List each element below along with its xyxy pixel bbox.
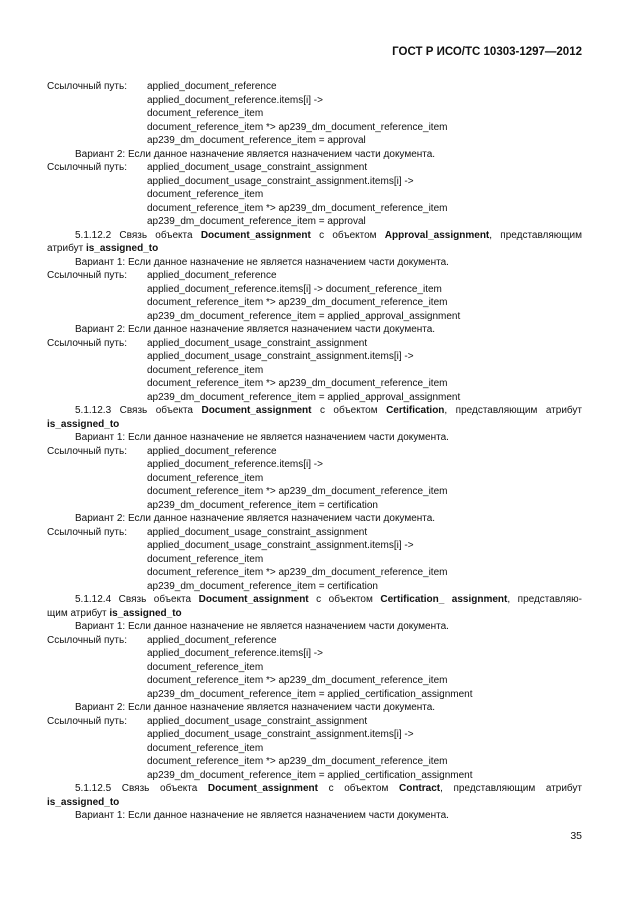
reference-path-text: document_reference_item *> ap239_dm_document_reference_item <box>147 756 448 767</box>
reference-path-text: applied_document_reference.items[i] -> document_reference_item <box>147 283 442 295</box>
reference-path-continuation <box>47 188 582 202</box>
variant-line <box>47 323 582 337</box>
section-text: , представляющим <box>489 229 582 241</box>
section-heading <box>47 229 582 243</box>
reference-path-continuation <box>47 391 582 405</box>
section-heading-continuation <box>47 796 582 810</box>
reference-path-text: document_reference_item <box>147 108 264 119</box>
reference-path-text: document_reference_item *> ap239_dm_document_reference_item <box>147 486 448 497</box>
section-heading-continuation <box>47 607 582 621</box>
reference-path-text: document_reference_item *> ap239_dm_document_reference_item <box>147 675 448 686</box>
reference-path-line <box>47 445 582 459</box>
reference-path-text: document_reference_item *> ap239_dm_document_reference_item <box>147 378 448 389</box>
reference-path-text: document_reference_item <box>147 472 264 484</box>
variant-line <box>47 431 582 445</box>
reference-path-continuation <box>47 674 582 688</box>
reference-path-text: document_reference_item <box>147 364 264 376</box>
entity-name: Approval_assignment <box>384 229 490 241</box>
section-heading <box>47 593 582 607</box>
reference-path-continuation <box>47 94 582 108</box>
reference-path-continuation <box>47 310 582 324</box>
attribute-name: is_assigned_to <box>47 796 120 808</box>
reference-path-text: document_reference_item *> ap239_dm_document_reference_item <box>147 121 448 133</box>
reference-path-continuation <box>47 485 582 499</box>
reference-path-text: document_reference_item *> ap239_dm_document_reference_item <box>147 297 448 308</box>
section-text: с объектом <box>310 229 385 241</box>
reference-path-continuation <box>47 566 582 580</box>
reference-path-continuation <box>47 728 582 742</box>
section-text: с объектом <box>311 405 387 416</box>
reference-path-text: applied_document_usage_constraint_assignment.items[i] -> <box>147 175 414 187</box>
reference-path-continuation <box>47 215 582 229</box>
reference-path-label: Ссылочный путь: <box>47 270 127 281</box>
reference-path-continuation <box>47 377 582 391</box>
reference-path-continuation <box>47 107 582 121</box>
reference-path-text: document_reference_item *> ap239_dm_document_reference_item <box>147 567 448 578</box>
reference-path-text: applied_document_usage_constraint_assignment.items[i] -> <box>147 351 414 362</box>
reference-path-continuation <box>47 472 582 486</box>
reference-path-label: Ссылочный путь: <box>47 337 127 349</box>
reference-path-text: applied_document_reference.items[i] -> <box>147 94 323 106</box>
reference-path-continuation <box>47 742 582 756</box>
reference-path-text: ap239_dm_document_reference_item = applied_certification_assignment <box>147 769 473 781</box>
reference-path-continuation <box>47 661 582 675</box>
entity-name: Document_assignment <box>207 783 318 794</box>
reference-path-continuation <box>47 580 582 594</box>
entity-name: Document_assignment <box>200 229 311 241</box>
reference-path-line <box>47 80 582 94</box>
reference-path-text: applied_document_reference <box>147 445 277 457</box>
section-text: 5.1.12.5 Связь объекта <box>75 783 208 794</box>
reference-path-continuation <box>47 283 582 297</box>
entity-name: Document_assignment <box>201 405 312 416</box>
reference-path-continuation <box>47 769 582 783</box>
variant-text: Вариант 1: Если данное назначение не является назначением части документа. <box>75 256 449 268</box>
reference-path-line <box>47 161 582 175</box>
variant-line <box>47 512 582 526</box>
reference-path-text: ap239_dm_document_reference_item = certification <box>147 499 378 511</box>
reference-path-continuation <box>47 458 582 472</box>
section-text: с объектом <box>317 783 399 794</box>
reference-path-label: Ссылочный путь: <box>47 81 127 92</box>
reference-path-text: document_reference_item <box>147 553 264 565</box>
reference-path-continuation <box>47 539 582 553</box>
reference-path-text: applied_document_usage_constraint_assignment <box>147 526 368 538</box>
section-text: щим атрибут <box>47 607 110 619</box>
reference-path-text: ap239_dm_document_reference_item = certification <box>147 580 378 592</box>
attribute-name: is_assigned_to <box>85 243 159 254</box>
reference-path-text: applied_document_usage_constraint_assignment <box>147 715 368 727</box>
variant-text: Вариант 2: Если данное назначение является назначением части документа. <box>75 513 436 524</box>
variant-text: Вариант 2: Если данное назначение является назначением части документа. <box>75 148 436 160</box>
reference-path-continuation <box>47 755 582 769</box>
reference-path-line <box>47 715 582 729</box>
reference-path-continuation <box>47 364 582 378</box>
section-heading <box>47 404 582 418</box>
reference-path-text: document_reference_item <box>147 189 264 200</box>
reference-path-text: applied_document_usage_constraint_assignment <box>147 162 368 173</box>
reference-path-text: applied_document_reference.items[i] -> <box>147 648 323 659</box>
reference-path-text: document_reference_item *> ap239_dm_document_reference_item <box>147 202 448 214</box>
variant-text: Вариант 1: Если данное назначение не является назначением части документа. <box>75 810 449 821</box>
variant-line <box>47 809 582 823</box>
reference-path-text: applied_document_reference <box>147 634 277 646</box>
entity-name: Contract <box>398 783 441 794</box>
variant-line <box>47 701 582 715</box>
document-header: ГОСТ Р ИСО/ТС 10303-1297—2012 <box>392 46 582 58</box>
entity-name: Certification <box>386 405 445 416</box>
page-number: 35 <box>570 830 582 842</box>
reference-path-continuation <box>47 553 582 567</box>
reference-path-text: applied_document_reference.items[i] -> <box>147 459 323 470</box>
reference-path-continuation <box>47 350 582 364</box>
reference-path-label: Ссылочный путь: <box>47 162 127 173</box>
reference-path-line <box>47 269 582 283</box>
reference-path-label: Ссылочный путь: <box>47 445 127 457</box>
document-body <box>47 80 582 823</box>
reference-path-text: applied_document_reference <box>147 81 277 92</box>
reference-path-label: Ссылочный путь: <box>47 715 127 727</box>
variant-line <box>47 148 582 162</box>
reference-path-text: applied_document_usage_constraint_assignment.items[i] -> <box>147 729 414 740</box>
section-text: с объектом <box>308 594 381 605</box>
reference-path-continuation <box>47 499 582 513</box>
reference-path-text: ap239_dm_document_reference_item = applied_certification_assignment <box>147 688 473 700</box>
entity-name: Document_assignment <box>198 594 309 605</box>
reference-path-text: document_reference_item <box>147 742 264 754</box>
section-heading-continuation <box>47 242 582 256</box>
section-heading <box>47 782 582 796</box>
reference-path-text: ap239_dm_document_reference_item = applied_approval_assignment <box>147 310 461 322</box>
section-text: 5.1.12.4 Связь объекта <box>75 594 199 605</box>
variant-text: Вариант 2: Если данное назначение является назначением части документа. <box>75 324 436 335</box>
reference-path-line <box>47 337 582 351</box>
reference-path-continuation <box>47 647 582 661</box>
section-text: 5.1.12.3 Связь объекта <box>75 405 202 416</box>
variant-line <box>47 256 582 270</box>
variant-line <box>47 620 582 634</box>
reference-path-text: ap239_dm_document_reference_item = approval <box>147 216 366 227</box>
section-text: , представляю- <box>507 594 582 605</box>
reference-path-continuation <box>47 688 582 702</box>
section-text: , представляющим атрибут <box>444 405 582 416</box>
reference-path-continuation <box>47 121 582 135</box>
reference-path-continuation <box>47 202 582 216</box>
reference-path-line <box>47 634 582 648</box>
reference-path-continuation <box>47 296 582 310</box>
reference-path-continuation <box>47 175 582 189</box>
attribute-name: is_assigned_to <box>109 607 182 619</box>
variant-text: Вариант 1: Если данное назначение не является назначением части документа. <box>75 621 449 632</box>
section-text: атрибут <box>47 243 86 254</box>
attribute-name: is_assigned_to <box>47 418 120 430</box>
section-heading-continuation <box>47 418 582 432</box>
section-text: 5.1.12.2 Связь объекта <box>75 229 201 241</box>
section-text: , представляющим атрибут <box>440 783 582 794</box>
reference-path-text: ap239_dm_document_reference_item = approval <box>147 135 366 146</box>
reference-path-text: ap239_dm_document_reference_item = applied_approval_assignment <box>147 391 461 403</box>
reference-path-continuation <box>47 134 582 148</box>
reference-path-text: applied_document_usage_constraint_assignment.items[i] -> <box>147 540 414 551</box>
entity-name: Certification_ assignment <box>380 594 508 605</box>
reference-path-line <box>47 526 582 540</box>
reference-path-text: applied_document_usage_constraint_assignment <box>147 337 368 349</box>
reference-path-text: document_reference_item <box>147 661 264 673</box>
variant-text: Вариант 1: Если данное назначение не является назначением части документа. <box>75 432 449 443</box>
variant-text: Вариант 2: Если данное назначение является назначением части документа. <box>75 702 436 713</box>
reference-path-text: applied_document_reference <box>147 270 277 281</box>
reference-path-label: Ссылочный путь: <box>47 634 127 646</box>
reference-path-label: Ссылочный путь: <box>47 526 127 538</box>
